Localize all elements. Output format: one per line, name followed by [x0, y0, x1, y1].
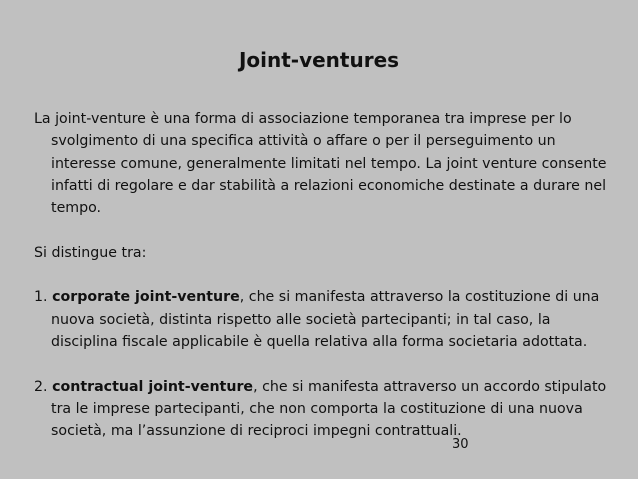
spacer [34, 219, 614, 241]
distinguish-paragraph: Si distingue tra: [34, 244, 147, 261]
item-text: , che si manifesta attraverso un accordo stipulato tra le imprese partecipanti, che non comporta la costituzione di una nuova società, ma l’assunzione di reciproci impegni contrattuali. [51, 378, 607, 440]
item-term: contractual joint-venture [52, 378, 254, 395]
intro-paragraph: La joint-venture è una forma di associazione temporanea tra imprese per lo svolgimento di una specifica attività o affare o per il perseguimento un interesse comune, generalmente limitati nel tempo. La joint venture consente infatti di regolare e dar stabilità a relazioni economiche destinate a durare nel tempo. [34, 111, 607, 217]
list-item-contractual [34, 376, 614, 443]
slide-title: Joint-ventures [238, 48, 400, 72]
item-text: , che si manifesta attraverso la costituzione di una nuova società, distinta rispetto alle società partecipanti; in tal caso, la disciplina fiscale applicabile è quella relativa alla forma societaria adottata. [51, 289, 600, 350]
page-number: 30 [452, 437, 469, 452]
slide-body [34, 108, 614, 442]
item-number: 1. [34, 289, 48, 306]
list-item-corporate [34, 286, 614, 353]
item-number: 2. [34, 378, 48, 395]
item-term: corporate joint-venture [52, 289, 240, 306]
spacer [34, 353, 614, 375]
spacer [34, 264, 614, 286]
